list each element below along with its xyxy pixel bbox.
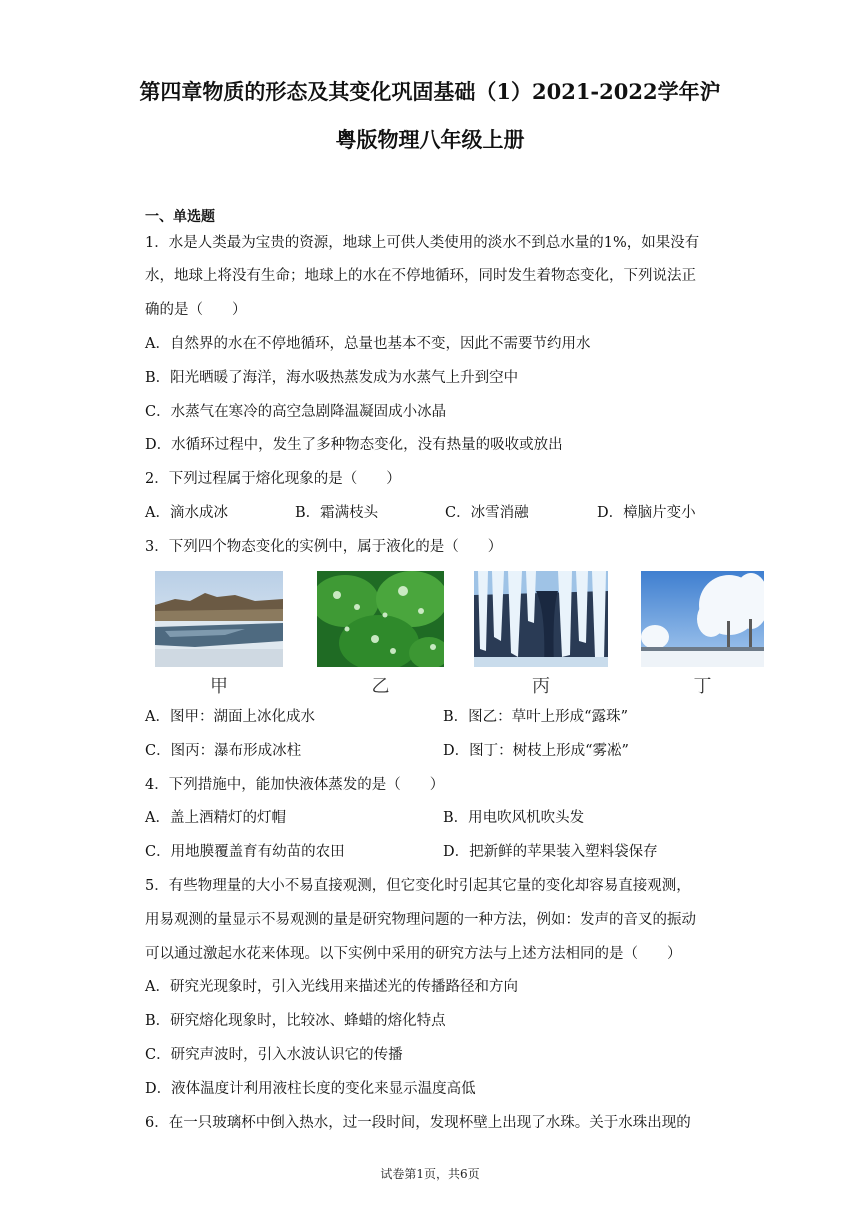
q5-option-c: C．研究声波时，引入水波认识它的传播: [145, 1047, 403, 1063]
q3-option-b: B．图乙：草叶上形成“露珠”: [443, 709, 628, 725]
q5-stem-line-2: 用易观测的量显示不易观测的量是研究物理问题的一种方法，例如：发声的音叉的振动: [145, 912, 696, 928]
q1-stem-line-1: 1．水是人类最为宝贵的资源，地球上可供人类使用的淡水不到总水量的1%，如果没有: [145, 235, 700, 251]
q5-option-d: D．液体温度计利用液柱长度的变化来显示温度高低: [145, 1081, 476, 1097]
title-line-2: 粤版物理八年级上册: [335, 127, 525, 152]
q1-option-d: D．水循环过程中，发生了多种物态变化，没有热量的吸收或放出: [145, 437, 563, 453]
q4-stem: 4．下列措施中，能加快液体蒸发的是（ ）: [145, 777, 445, 793]
page-footer: 试卷第1页，共6页: [380, 1167, 480, 1181]
q5-stem-line-1: 5．有些物理量的大小不易直接观测，但它变化时引起其它量的变化却容易直接观测，: [145, 878, 691, 894]
q2-option-c: C．冰雪消融: [445, 505, 529, 521]
q2-option-b: B．霜满枝头: [295, 505, 379, 521]
q5-option-a: A．研究光现象时，引入光线用来描述光的传播路径和方向: [145, 979, 518, 995]
caption-jia: 甲: [210, 676, 228, 697]
q2-stem: 2．下列过程属于熔化现象的是（ ）: [145, 471, 401, 487]
q4-option-b: B．用电吹风机吹头发: [443, 810, 585, 826]
q2-option-a: A．滴水成冰: [145, 505, 228, 521]
q5-stem-line-3: 可以通过激起水花来体现。以下实例中采用的研究方法与上述方法相同的是（ ）: [145, 946, 682, 962]
q1-option-c: C．水蒸气在寒冷的高空急剧降温凝固成小冰晶: [145, 404, 447, 420]
q4-option-d: D．把新鲜的苹果装入塑料袋保存: [443, 844, 658, 860]
q3-option-a: A．图甲：湖面上冰化成水: [145, 709, 315, 725]
q1-option-a: A．自然界的水在不停地循环，总量也基本不变，因此不需要节约用水: [145, 336, 591, 352]
title-line-1: 第四章物质的形态及其变化巩固基础（1）2021-2022学年沪: [139, 79, 721, 104]
q4-option-a: A．盖上酒精灯的灯帽: [145, 810, 286, 826]
q2-option-d: D．樟脑片变小: [597, 505, 696, 521]
q4-option-c: C．用地膜覆盖育有幼苗的农田: [145, 844, 345, 860]
photo-frozen-waterfall: [474, 571, 608, 667]
q1-stem-line-3: 确的是（ ）: [145, 302, 247, 318]
q1-stem-line-2: 水，地球上将没有生命；地球上的水在不停地循环，同时发生着物态变化，下列说法正: [145, 268, 696, 284]
q3-option-d: D．图丁：树枝上形成“雾凇”: [443, 743, 629, 759]
q1-option-b: B．阳光晒暖了海洋，海水吸热蒸发成为水蒸气上升到空中: [145, 370, 519, 386]
q3-option-c: C．图丙：瀑布形成冰柱: [145, 743, 302, 759]
photo-dew-on-leaves: [317, 571, 444, 667]
q3-stem: 3．下列四个物态变化的实例中，属于液化的是（ ）: [145, 539, 503, 555]
caption-ding: 丁: [693, 676, 712, 697]
q6-stem-line-1: 6．在一只玻璃杯中倒入热水，过一段时间，发现杯壁上出现了水珠。关于水珠出现的: [145, 1115, 691, 1131]
q5-option-b: B．研究熔化现象时，比较冰、蜂蜡的熔化特点: [145, 1013, 446, 1029]
section-heading: 一、单选题: [145, 209, 215, 225]
caption-yi: 乙: [371, 676, 390, 697]
caption-bing: 丙: [532, 676, 550, 697]
photo-frozen-lake: [155, 571, 283, 667]
photo-rime-trees: [641, 571, 764, 667]
